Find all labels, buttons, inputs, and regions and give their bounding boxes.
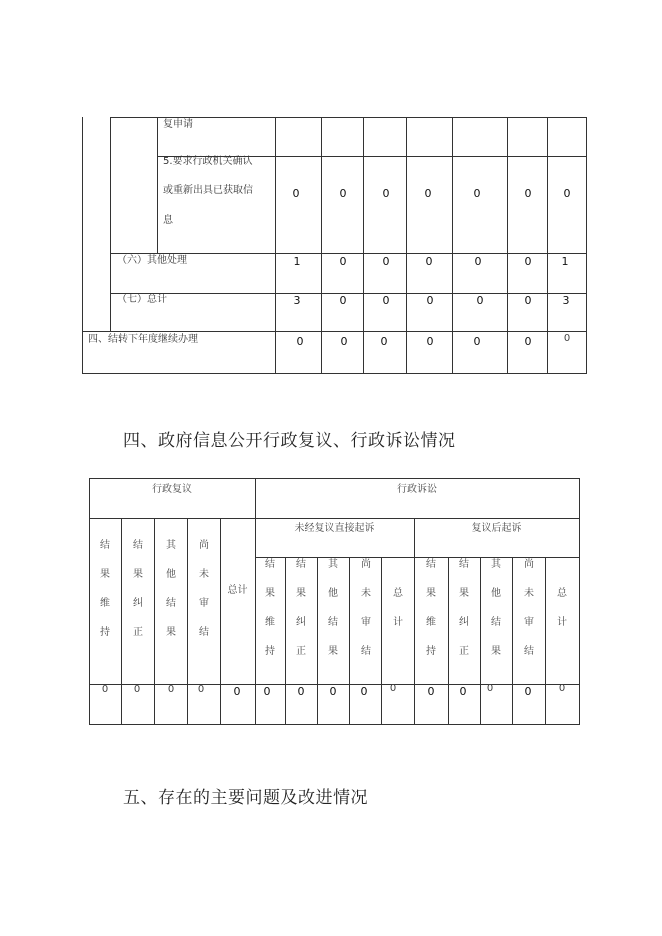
cell-value: 0 xyxy=(263,685,271,698)
cell-value: 0 xyxy=(474,255,482,268)
cell-value: 0 xyxy=(296,335,304,348)
header-admin-review: 行政复议 xyxy=(152,484,192,495)
cell-value: 0 xyxy=(563,333,571,344)
cell-value: 0 xyxy=(473,187,481,200)
header-after-review: 复议后起诉 xyxy=(471,523,522,534)
cell-value: 0 xyxy=(424,187,432,200)
cell-value: 0 xyxy=(339,294,347,307)
cell-value: 0 xyxy=(425,255,433,268)
cell-value: 0 xyxy=(473,335,481,348)
cell-value: 1 xyxy=(293,255,301,268)
cell-value: 0 xyxy=(427,685,435,698)
cell-value: 0 xyxy=(524,187,532,200)
section-4-title: 四、政府信息公开行政复议、行政诉讼情况 xyxy=(123,431,456,451)
cell-value: 0 xyxy=(558,683,566,694)
cell-value: 0 xyxy=(382,187,390,200)
cell-value: 0 xyxy=(426,294,434,307)
cell-value: 0 xyxy=(329,685,337,698)
header-direct-suit: 未经复议直接起诉 xyxy=(294,523,375,534)
cell-value: 0 xyxy=(197,684,205,695)
cell-value: 0 xyxy=(524,294,532,307)
cell-value: 0 xyxy=(459,685,467,698)
row-label-confirm-line2: 或重新出具已获取信 xyxy=(163,185,253,196)
cell-value: 0 xyxy=(360,685,368,698)
row-label-reapply: 复申请 xyxy=(163,119,193,130)
cell-value: 3 xyxy=(562,294,570,307)
cell-value: 0 xyxy=(292,187,300,200)
cell-value: 0 xyxy=(382,294,390,307)
section-5-title: 五、存在的主要问题及改进情况 xyxy=(123,788,368,808)
row-label-carryover: 四、结转下年度继续办理 xyxy=(88,334,198,345)
cell-value: 0 xyxy=(233,685,241,698)
cell-value: 0 xyxy=(389,683,397,694)
row-label-other: （六）其他处理 xyxy=(117,255,187,266)
cell-value: 0 xyxy=(426,335,434,348)
row-label-total: （七）总计 xyxy=(117,294,167,305)
cell-value: 0 xyxy=(101,684,109,695)
row-label-confirm-line3: 息 xyxy=(163,215,173,226)
cell-value: 0 xyxy=(524,255,532,268)
cell-value: 0 xyxy=(133,684,141,695)
cell-value: 0 xyxy=(340,335,348,348)
cell-value: 0 xyxy=(339,255,347,268)
cell-value: 0 xyxy=(297,685,305,698)
cell-value: 0 xyxy=(339,187,347,200)
cell-value: 3 xyxy=(293,294,301,307)
cell-value: 0 xyxy=(563,187,571,200)
cell-value: 0 xyxy=(524,685,532,698)
row-label-confirm-line1: 5.要求行政机关确认 xyxy=(163,156,253,167)
header-admin-litigation: 行政诉讼 xyxy=(397,484,437,495)
cell-value: 1 xyxy=(561,255,569,268)
cell-value: 0 xyxy=(380,335,388,348)
cell-value: 0 xyxy=(476,294,484,307)
cell-value: 0 xyxy=(167,684,175,695)
cell-value: 0 xyxy=(382,255,390,268)
cell-value: 0 xyxy=(524,335,532,348)
cell-value: 0 xyxy=(486,683,494,694)
review-total-header: 总计 xyxy=(227,585,248,596)
